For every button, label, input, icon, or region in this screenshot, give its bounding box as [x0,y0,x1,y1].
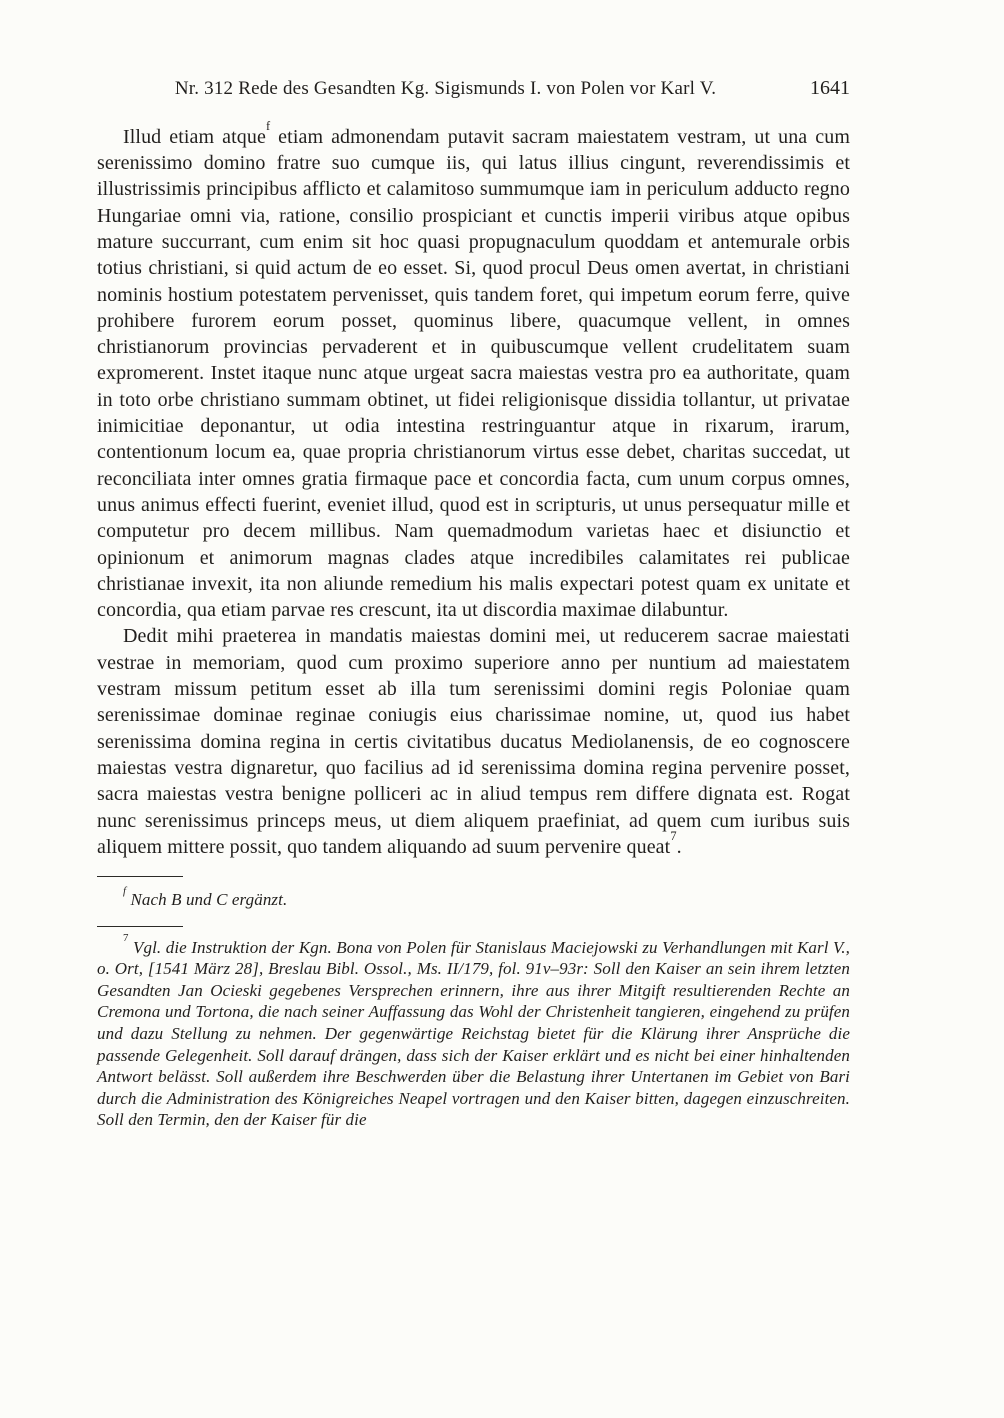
footnote-separator-rule-2 [97,926,183,927]
footnote-f-marker: f [123,884,127,897]
page-number: 1641 [810,77,850,99]
running-head-title: Nr. 312 Rede des Gesandten Kg. Sigismunds I. von Polen vor Karl V. [174,78,717,99]
paragraph-2-text: Dedit mihi praeterea in mandatis maiestas domini mei, ut reducerem sacrae maiestati vestrae in memoriam, quod cum proximo superiore anno per nuntium ad maiestatem vestram missum petitum esset ab illa tum serenissimi domini regis Poloniae quam serenissimae dominae reginae coniugis eius charissimae nomine, ut, quod ius habet serenissima domina regina in certis civitatibus ducatus Mediolanensis, de eo cognoscere maiestas vestra dignaretur, quo facilius ad id serenissima domina regina pervenire posset, sacra maiestas vestra benigne polliceri ac in aliud tempus rem differe dignata est. Rogat nunc serenissimus princeps meus, ut diem aliquem praefiniat, ad quem cum iuribus suis aliquem mittere possit, quo tandem aliquando ad suum pervenire queat [97,625,850,858]
paragraph-latin-1 [97,118,850,624]
paragraph-1-text: Illud etiam atque [123,125,266,148]
footnote-f-text: Nach B und C ergänzt. [130,890,288,910]
footnote-area [97,876,850,1131]
paragraph-1-text-continued: etiam admonendam putavit sacram maiestatem vestram, ut una cum serenissimo domino fratre suo cumque iis, qui latus illius cingunt, reverendissimis et illustrissimis principibus afflicto et calamitoso summumque iam in periculum adducto regno Hungariae omni via, ratione, consilio prospiciant et cunctis imperii viribus atque opibus mature succurrant, cum enim sit hoc quasi propugnaculum quoddam et antemurale orbis totius christiani, si quid actum de eo esset. Si, quod procul Deus omen avertat, in christiani nominis hostium potestatem pervenisset, quis tandem foret, qui impetum eorum ferre, quive prohibere furorem eorum posset, quominus libere, quacumque vellent, in omnes christianorum provincias pervaderent et in quibuscumque vellent crudelitatem suam expromerent. Instet itaque nunc atque urgeat sacra maiestas vestra pro ea authoritate, quam in toto orbe christiano summam obtinet, ut fidei religionisque dissidia tollantur, ut privatae inimicitiae deponantur, ut odia intestina restringuantur atque in rixarum, irarum, contentionum locum ea, quae propria christianorum virtus esse debet, charitas succedat, ut reconciliata inter omnes gratia firmaque pace et concordia facta, cum unum corpus omnes, unus animus effecti fuerint, eveniet illud, quod est in scripturis, ut unus persequatur mille et computetur pro decem millibus. Nam quemadmodum varietas haec et disiunctio et opinionum et animorum magnas clades atque incredibiles calamitates rei publicae christianae invexit, ita non aliunde remedium his malis expectari potest quam ex unitate et concordia, qua etiam parvae res crescunt, ita ut discordia maximae dilabuntur. [97,125,850,622]
footnote-7-text: Vgl. die Instruktion der Kgn. Bona von Polen für Stanislaus Maciejowski zu Verhandlungen mit Karl V., o. Ort, [1541 März 28], Breslau Bibl. Ossol., Ms. II/179, fol. 91v–93r: Soll den Kaiser an sein ihrem letzten Gesandten Jan Ocieski gegebenes Versprechen erinnern, ihre aus ihrer Mitgift resultierenden Rechte an Cremona und Tortona, die nach seiner Auffassung das Wohl der Christenheit tangieren, eingehend zu prüfen und dazu Stellung zu nehmen. Der gegenwärtige Reichstag bietet für die Klärung ihrer Ansprüche die passende Gelegenheit. Soll darauf drängen, dass sich der Kaiser erklärt und es nicht bei einer hinhaltenden Antwort belässt. Soll außerdem ihre Beschwerden über die Belastung ihrer Untertanen im Gebiet von Bari durch die Administration des Königreiches Neapel vortragen und den Kaiser bitten, dagegen einzuschreiten. Soll den Termin, den der Kaiser für die [97,937,850,1130]
main-text-block [97,118,850,860]
paragraph-2-text-end: . [676,835,682,858]
footnote-marker-f-ref: f [265,118,271,133]
footnote-7-marker: 7 [123,932,129,945]
page-header [97,76,850,101]
paragraph-latin-2 [97,623,850,860]
footnote-separator-rule-1 [97,876,183,877]
footnote-marker-7-ref: 7 [670,828,677,843]
footnote-f [97,884,850,911]
footnote-7 [97,932,850,1131]
